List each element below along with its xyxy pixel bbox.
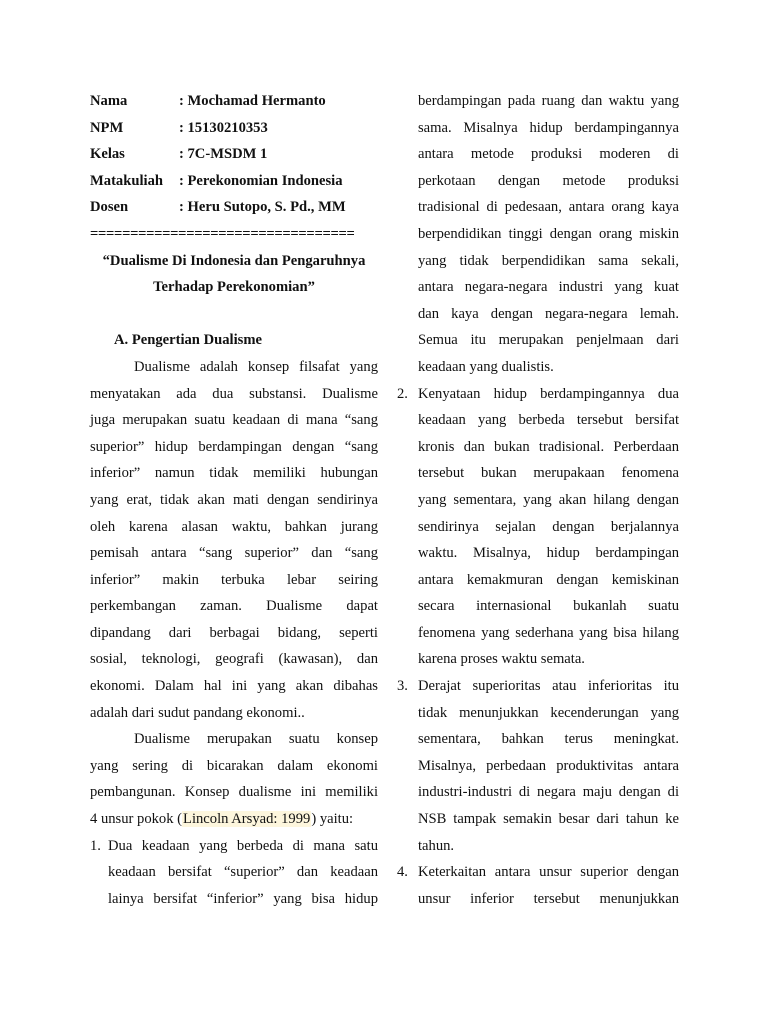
info-value: : Heru Sutopo, S. Pd., MM (179, 199, 346, 216)
list-number: 4. (397, 864, 408, 881)
text-line: fenomena yang sederhana yang bisa hilang (418, 624, 679, 641)
text-line: kronis dan bukan tradisional. Perberdaan (418, 438, 679, 455)
info-label: Matakuliah (90, 172, 163, 189)
text-line: sementara, bahkan terus meningkat. (418, 731, 679, 748)
text-line: perkotaan dengan metode produksi (418, 172, 679, 189)
text-line: keadaan yang berbeda tersebut bersifat (418, 412, 679, 429)
separator-line: ================================= (90, 225, 355, 242)
text-line: Derajat superioritas atau inferioritas itu (418, 678, 679, 695)
list-item-1 (90, 833, 378, 913)
text-line: keadaan bersifat “superior” dan keadaan (108, 864, 378, 881)
text-line: antara metode produksi moderen di (418, 146, 679, 163)
text-line: industri-industri di negara maju dengan di (418, 784, 679, 801)
text-fragment: 4 unsur pokok ( (90, 811, 183, 828)
text-line: inferior” makin terbuka lebar seiring (90, 571, 378, 588)
list-number: 1. (90, 837, 101, 854)
left-column (90, 88, 378, 912)
text-line: Semua itu merupakan penjelmaan dari (418, 332, 679, 349)
info-value: : 15130210353 (179, 119, 268, 136)
info-label: Kelas (90, 146, 125, 163)
text-line: Dua keadaan yang berbeda di mana satu (108, 837, 378, 854)
text-line: Misalnya, perbedaan produktivitas antara (418, 757, 679, 774)
text-line: superior” hidup berdampingan dengan “sang (90, 438, 378, 455)
list-item-1-continued (397, 88, 679, 381)
info-value: : Mochamad Hermanto (179, 93, 326, 109)
list-number: 3. (397, 678, 408, 695)
text-line: Kenyataan hidup berdampingannya dua (418, 385, 679, 402)
info-value: : 7C-MSDM 1 (179, 146, 268, 163)
text-line: yang tidak berpendidikan sama sekali, (418, 252, 679, 269)
text-line: yang erat, tidak akan mati dengan sendirinya (90, 491, 378, 508)
list-item-3 (397, 673, 679, 859)
text-line: sendirinya sejalan dengan berjalannya (418, 518, 679, 535)
text-line: yang sementara, yang akan hilang dengan (418, 491, 679, 508)
list-item-2 (397, 381, 679, 674)
document-title-line: “Dualisme Di Indonesia dan Pengaruhnya (102, 252, 366, 269)
text-line: pemisah antara “sang superior” dan “sang (90, 545, 378, 562)
text-line: NSB tampak semakin besar dari tahun ke (418, 811, 679, 828)
paragraph-1 (90, 354, 378, 726)
text-fragment: ) yaitu: (311, 811, 354, 828)
list-number: 2. (397, 385, 408, 402)
text-line: berdampingan pada ruang dan waktu yang (418, 93, 679, 109)
text-line: keadaan yang dualistis. (418, 358, 554, 375)
info-row-npm (90, 115, 378, 142)
citation-highlight: Lincoln Arsyad: 1999 (183, 811, 311, 828)
text-line: sosial, teknologi, geografi (kawasan), dan (90, 651, 378, 668)
text-line: Keterkaitan antara unsur superior dengan (418, 864, 679, 881)
text-line: waktu. Misalnya, hidup berdampingan (418, 545, 679, 562)
text-line: oleh karena alasan waktu, bahkan jurang (90, 518, 378, 535)
paragraph-2 (90, 726, 378, 832)
text-line: unsur inferior tersebut menunjukkan (418, 890, 679, 907)
text-line: berpendidikan tinggi dengan orang miskin (418, 225, 679, 242)
text-line: dan kaya dengan negara-negara lemah. (418, 305, 679, 322)
text-line: yang sering di bicarakan dalam ekonomi (90, 757, 378, 774)
text-line: Dualisme adalah konsep filsafat yang (134, 358, 378, 375)
info-row-kelas (90, 141, 378, 168)
text-line: inferior” namun tidak memiliki hubungan (90, 465, 378, 482)
info-label: NPM (90, 119, 124, 136)
text-line: perkembangan zaman. Dualisme dapat (90, 598, 378, 615)
text-line: Dualisme merupakan suatu konsep (134, 731, 378, 748)
text-line: ekonomi. Dalam hal ini yang akan dibahas (90, 678, 378, 695)
info-row-matakuliah (90, 168, 378, 195)
spacer (90, 301, 378, 328)
text-line: menyatakan ada dua substansi. Dualisme (90, 385, 378, 402)
document-title-line: Terhadap Perekonomian” (153, 279, 315, 296)
text-line: karena proses waktu semata. (418, 651, 585, 668)
text-line: tidak menunjukkan kecenderungan yang (418, 704, 679, 721)
text-line: juga merupakan suatu keadaan di mana “sang (90, 412, 378, 429)
text-line: tradisional di pedesaan, antara orang kaya (418, 199, 679, 216)
right-column (397, 88, 679, 912)
text-line: tahun. (418, 837, 455, 854)
info-row-nama (90, 88, 378, 115)
text-line: adalah dari sudut pandang ekonomi.. (90, 704, 305, 721)
section-heading: A. Pengertian Dualisme (114, 332, 262, 349)
list-item-4 (397, 859, 679, 912)
text-line-with-citation (90, 806, 378, 833)
text-line: pembangunan. Konsep dualisme ini memiliki (90, 784, 378, 801)
info-label: Nama (90, 93, 128, 109)
text-line: lainya bersifat “inferior” yang bisa hidup (108, 890, 378, 907)
text-line: dipandang dari berbagai bidang, seperti (90, 624, 378, 641)
text-line: secara internasional bukanlah suatu (418, 598, 679, 615)
info-value: : Perekonomian Indonesia (179, 172, 343, 189)
info-label: Dosen (90, 199, 129, 216)
text-line: antara negara-negara industri yang kuat (418, 279, 679, 296)
text-line: tersebut bukan merupakaan fenomena (418, 465, 679, 482)
text-line: antara kemakmuran dengan kemiskinan (418, 571, 679, 588)
info-row-dosen (90, 194, 378, 221)
text-line: sama. Misalnya hidup berdampingannya (418, 119, 679, 136)
